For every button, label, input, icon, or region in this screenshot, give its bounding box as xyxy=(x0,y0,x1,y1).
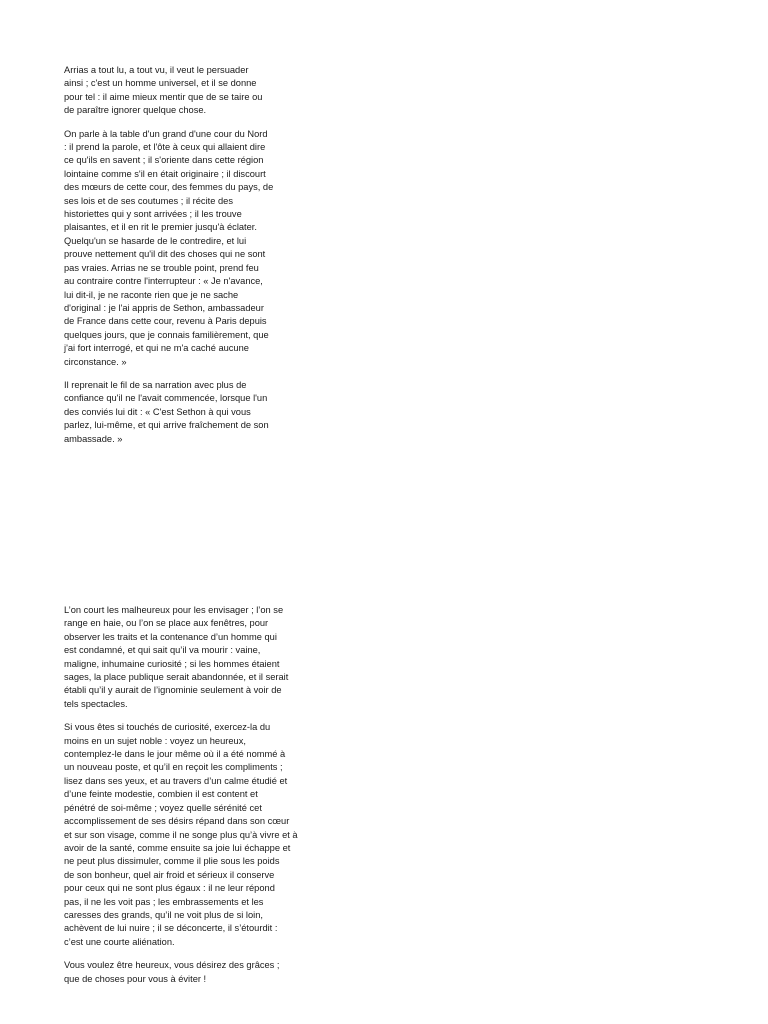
paragraph: Arrias a tout lu, a tout vu, il veut le persuader ainsi ; c'est un homme universel, et il se donne pour tel : il aime mieux mentir que de se taire ou de paraître ignorer quelque chose. xyxy=(64,65,263,116)
text-block-arrias xyxy=(64,64,300,456)
text-block-curiosite xyxy=(64,604,300,996)
paragraph: Vous voulez être heureux, vous désirez des grâces ; que de choses pour vous à éviter ! xyxy=(64,960,280,984)
paragraph: Il reprenait le fil de sa narration avec plus de confiance qu'il ne l'avait commencée, lorsque l'un des conviés lui dit : « C'est Sethon à qui vous parlez, lui-même, et qui arrive fraîchement de son ambassade. » xyxy=(64,379,269,444)
paragraph: L’on court les malheureux pour les envisager ; l’on se range en haie, ou l’on se place aux fenêtres, pour observer les traits et la contenance d’un homme qui est condamné, et qui sait qu’il va mourir : vaine, maligne, inhumaine curiosité ; si les hommes étaient sages, la place publique serait abandonnée, et il serait établi qu’il y aurait de l’ignominie seulement à voir de tels spectacles. xyxy=(64,605,289,709)
paragraph: On parle à la table d'un grand d'une cour du Nord : il prend la parole, et l'ôte à ceux qui allaient dire ce qu'ils en savent ; il s'oriente dans cette région lointaine comme s'il en était originaire ; il discourt des mœurs de cette cour, des femmes du pays, de ses lois et de ses coutumes ; il récite des historiettes qui y sont arrivées ; il les trouve plaisantes, et il en rit le premier jusqu'à éclater. Quelqu'un se hasarde de le contredire, et lui prouve nettement qu'il dit des choses qui ne sont pas vraies. Arrias ne se trouble point, prend feu au contraire contre l'interrupteur : « Je n'avance, lui dit-il, je ne raconte rien que je ne sache d'original : je l'ai appris de Sethon, ambassadeur de France dans cette cour, revenu à Paris depuis quelques jours, que je connais familièrement, que j'ai fort interrogé, et qui ne m'a caché aucune circonstance. » xyxy=(64,128,274,367)
paragraph: Si vous êtes si touchés de curiosité, exercez-la du moins en un sujet noble : voyez un heureux, contemplez-le dans le jour même où il a été nommé à un nouveau poste, et qu’il en reçoit les compliments ; lisez dans ses yeux, et au travers d’un calme étudié et d’une feinte modestie, combien il est content et pénétré de soi-même ; voyez quelle sérénité cet accomplissement de ses désirs répand dans son cœur et sur son visage, comme il ne songe plus qu’à vivre et à avoir de la santé, comme ensuite sa joie lui échappe et ne peut plus dissimuler, comme il plie sous les poids de son bonheur, quel air froid et sérieux il conserve pour ceux qui ne sont plus égaux : il ne leur répond pas, il ne les voit pas ; les embrassements et les caresses des grands, qu’il ne voit plus de si loin, achèvent de lui nuire ; il se déconcerte, il s’étourdit : c’est une courte aliénation. xyxy=(64,722,298,947)
